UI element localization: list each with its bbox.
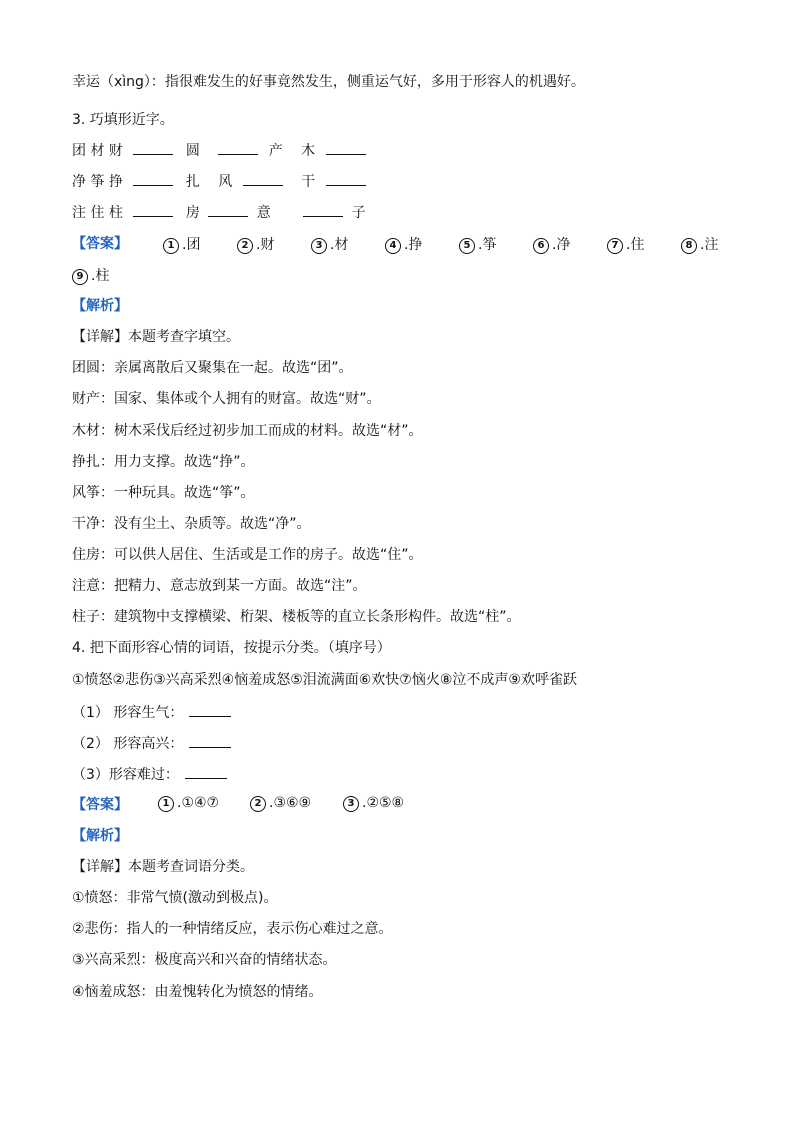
q3-detail: 【详解】本题考查字填空。	[72, 329, 240, 345]
number-circle-8: 8	[681, 238, 697, 254]
q3-title: 3. 巧填形近字。	[72, 112, 174, 128]
number-circle-6: 6	[533, 238, 549, 254]
q3-row3-w1: 房	[185, 205, 200, 221]
q3-row1-w1: 圆	[185, 143, 200, 159]
q3-row1-chars: 团 材 财	[72, 143, 123, 159]
q3-line: 团圆：亲属离散后又聚集在一起。故选“团”。	[72, 360, 353, 376]
q3-line: 风筝：一种玩具。故选“筝”。	[72, 485, 255, 501]
number-circle-1: 1	[158, 796, 174, 812]
q3-answer-8: 8 .注	[681, 234, 718, 254]
number-circle-2: 2	[237, 238, 253, 254]
q4-answer-3: 3 .②⑤⑧	[343, 795, 404, 812]
q3-line: 木材：树木采伐后经过初步加工而成的材料。故选“材”。	[72, 423, 423, 439]
number-circle-4: 4	[385, 238, 401, 254]
number-circle-3: 3	[343, 796, 359, 812]
q3-answer-3: 3 .材	[311, 234, 348, 254]
q4-sub3: （3）形容难过：	[72, 764, 227, 785]
q3-row2-chars: 净 筝 挣	[72, 174, 123, 190]
blank	[189, 702, 231, 717]
blank	[133, 202, 173, 217]
q3-line: 住房：可以供人居住、生活或是工作的房子。故选“住”。	[72, 547, 423, 563]
number-circle-9: 9	[72, 269, 88, 285]
q3-answer-6: 6 .净	[533, 234, 570, 254]
number-circle-2: 2	[250, 796, 266, 812]
q3-row2-w2: 风	[218, 174, 233, 190]
q3-row3-w3: 子	[351, 205, 366, 221]
q4-answer-label: 【答案】	[72, 797, 128, 813]
q3-answer-5: 5 .筝	[459, 234, 496, 254]
blank	[133, 171, 173, 186]
blank	[326, 171, 366, 186]
q3-answer-2: 2 .财	[237, 234, 274, 254]
q4-line: ①愤怒：非常气愤(激动到极点)。	[72, 890, 278, 906]
q4-line: ②悲伤：指人的一种情绪反应，表示伤心难过之意。	[72, 921, 393, 937]
q3-line: 财产：国家、集体或个人拥有的财富。故选“财”。	[72, 391, 381, 407]
number-circle-7: 7	[607, 238, 623, 254]
number-circle-5: 5	[459, 238, 475, 254]
q4-words: ①愤怒②悲伤③兴高采烈④恼羞成怒⑤泪流满面⑥欢快⑦恼火⑧泣不成声⑨欢呼雀跃	[72, 672, 577, 688]
q4-title: 4. 把下面形容心情的词语，按提示分类。（填序号）	[72, 640, 391, 656]
q4-analysis-label: 【解析】	[72, 828, 128, 844]
q3-answer-1: 1 .团	[163, 234, 200, 254]
q4-detail: 【详解】本题考查词语分类。	[72, 859, 254, 875]
q3-row3-w2: 意	[256, 205, 271, 221]
q3-row2	[72, 171, 366, 192]
intro-line: 幸运（xìng）：指很难发生的好事竟然发生，侧重运气好，多用于形容人的机遇好。	[72, 74, 585, 90]
q3-analysis-label: 【解析】	[72, 298, 128, 314]
q4-sub1: （1） 形容生气：	[72, 702, 231, 723]
q3-row1-w2: 产	[268, 143, 283, 159]
blank	[133, 140, 173, 155]
blank	[185, 764, 227, 779]
q3-answer-7: 7 .住	[607, 234, 644, 254]
q3-answer-label: 【答案】	[72, 236, 128, 252]
q3-row1-w3: 木	[301, 143, 316, 159]
blank	[243, 171, 283, 186]
q3-line: 注意：把精力、意志放到某一方面。故选“注”。	[72, 578, 367, 594]
blank	[303, 202, 343, 217]
q4-line: ③兴高采烈：极度高兴和兴奋的情绪状态。	[72, 952, 337, 968]
blank	[218, 140, 258, 155]
q3-row2-w3: 干	[301, 174, 316, 190]
q3-row2-w1: 扎	[185, 174, 200, 190]
number-circle-3: 3	[311, 238, 327, 254]
blank	[208, 202, 248, 217]
q3-row3	[72, 202, 366, 223]
q3-line: 干净：没有尘土、杂质等。故选“净”。	[72, 516, 311, 532]
q3-answer-9: 9 .柱	[72, 265, 109, 285]
q3-answer-4: 4 .挣	[385, 234, 422, 254]
q4-answer-1: 1 .①④⑦	[158, 795, 219, 812]
q4-line: ④恼羞成怒：由羞愧转化为愤怒的情绪。	[72, 984, 323, 1000]
blank	[326, 140, 366, 155]
q4-answer-2: 2 .③⑥⑨	[250, 795, 311, 812]
number-circle-1: 1	[163, 238, 179, 254]
q3-line: 柱子：建筑物中支撑横梁、桁架、楼板等的直立长条形构件。故选“柱”。	[72, 609, 521, 625]
q3-line: 挣扎：用力支撑。故选“挣”。	[72, 454, 255, 470]
q3-row3-chars: 注 住 柱	[72, 205, 123, 221]
q3-row1	[72, 140, 366, 161]
q4-sub2: （2） 形容高兴：	[72, 733, 231, 754]
blank	[189, 733, 231, 748]
